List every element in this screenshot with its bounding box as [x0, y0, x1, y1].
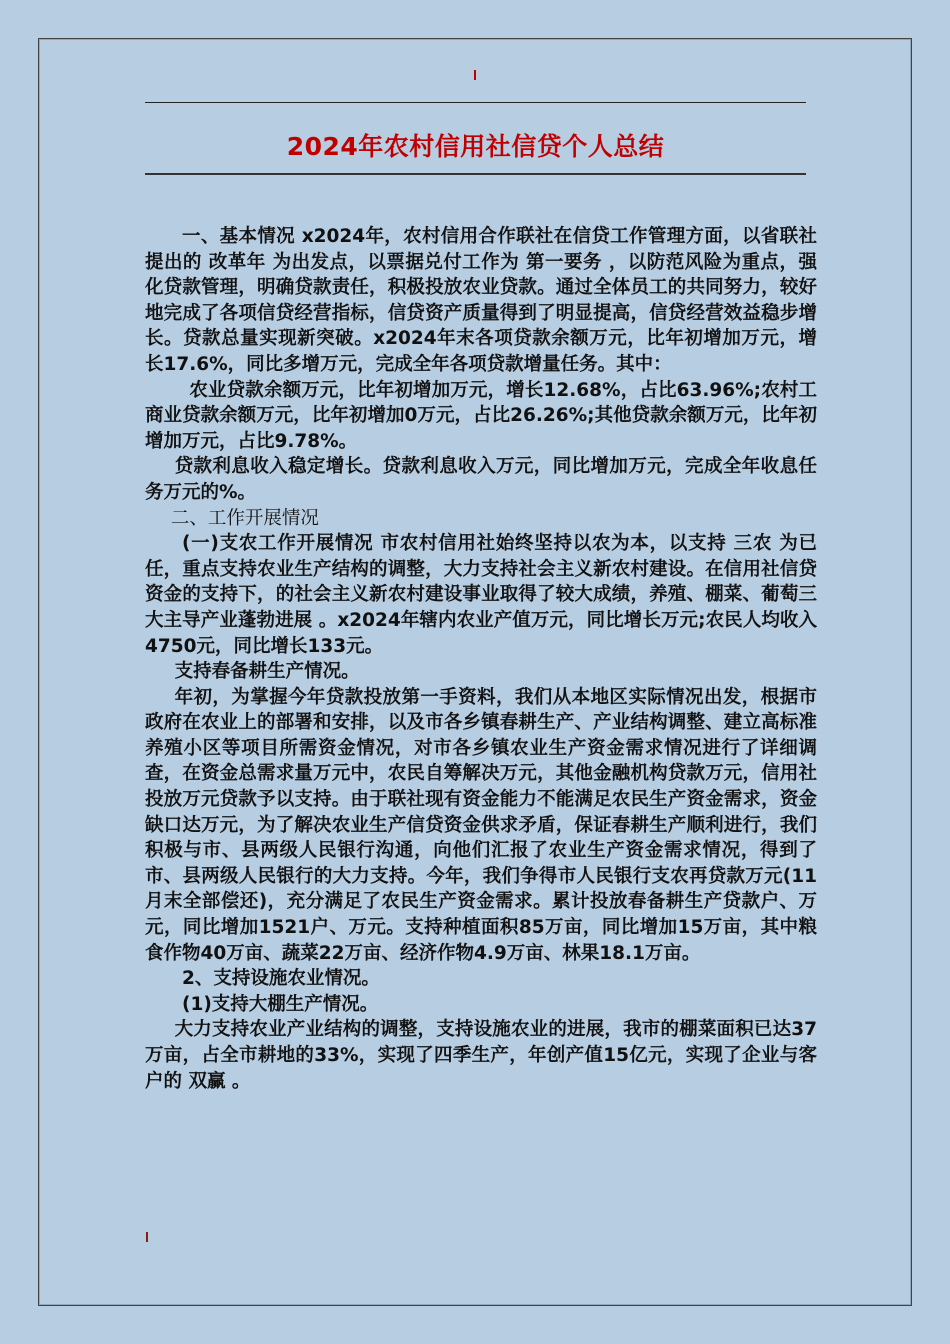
header-rule: [145, 102, 806, 103]
section-heading-work: 二、工作开展情况: [170, 507, 319, 529]
subheading-greenhouse: (1)支持大棚生产情况。: [182, 993, 379, 1015]
document-title: 2024年农村信用社信贷个人总结: [286, 132, 665, 161]
paragraph-basic-situation: 一、基本情况 x2024年，农村信用合作联社在信贷工作管理方面，以省联社提出的 改革年 为出发点，以票据兑付工作为 第一要务 ，以防范风险为重点，强化贷款管理，明确贷款责任，积极投放农业贷款。通过全体员工的共同努力，较好地完成了各项信贷经营指标，信贷资产质量得到了明显提高，信贷经营效益稳步增长。贷款总量实现新突破。x2024年末各项贷款余额万元，比年初增加万元，增长17.6%，同比多增万元，完成全年各项贷款增量任务。其中：: [145, 226, 817, 375]
header-mark: [474, 70, 476, 80]
subheading-spring-plowing: 支持春备耕生产情况。: [174, 661, 360, 683]
title-rule: [145, 173, 806, 175]
document-body: [145, 224, 817, 1094]
paragraph-loan-breakdown: 农业贷款余额万元，比年初增加万元，增长12.68%，占比63.96%;农村工商业贷款余额万元，比年初增加0万元，占比26.26%;其他贷款余额万元，比年初增加万元，占比9.78%。: [145, 379, 817, 452]
paragraph-interest-income: 贷款利息收入稳定增长。贷款利息收入万元，同比增加万元，完成全年收息任务万元的%。: [145, 456, 817, 503]
paragraph-spring-plowing: 年初，为掌握今年贷款投放第一手资料，我们从本地区实际情况出发，根据市政府在农业上的部署和安排，以及市各乡镇春耕生产、产业结构调整、建立高标准养殖小区等项目所需资金情况，对市各乡镇农业生产资金需求情况进行了详细调查，在资金总需求量万元中，农民自筹解决万元，其他金融机构贷款万元，信用社投放万元贷款予以支持。由于联社现有资金能力不能满足农民生产资金需求，资金缺口达万元，为了解决农业生产信贷资金供求矛盾，保证春耕生产顺利进行，我们积极与市、县两级人民银行沟通，向他们汇报了农业生产资金需求情况，得到了市、县两级人民银行的大力支持。今年，我们争得市人民银行支农再贷款万元(11月末全部偿还)，充分满足了农民生产资金需求。累计投放春备耕生产贷款户、万元，同比增加1521户、万元。支持种植面积85万亩，同比增加15万亩，其中粮食作物40万亩、蔬菜22万亩、经济作物4.9万亩、林果18.1万亩。: [145, 686, 817, 964]
paragraph-agriculture-support: (一)支农工作开展情况 市农村信用社始终坚持以农为本，以支持 三农 为已任，重点支持农业生产结构的调整，大力支持社会主义新农村建设。在信用社信贷资金的支持下，的社会主义新农村建设事业取得了较大成绩，养殖、棚菜、葡萄三大主导产业蓬勃进展 。x2024年辖内农业产值万元，同比增长万元;农民人均收入4750元，同比增长133元。: [145, 533, 817, 657]
paragraph-greenhouse: 大力支持农业产业结构的调整，支持设施农业的进展，我市的棚菜面积已达37万亩，占全市耕地的33%，实现了四季生产，年创产值15亿元，实现了企业与客户的 双赢 。: [145, 1019, 817, 1092]
footer-mark: [146, 1232, 148, 1242]
subheading-facility-agriculture: 2、支持设施农业情况。: [182, 968, 380, 990]
